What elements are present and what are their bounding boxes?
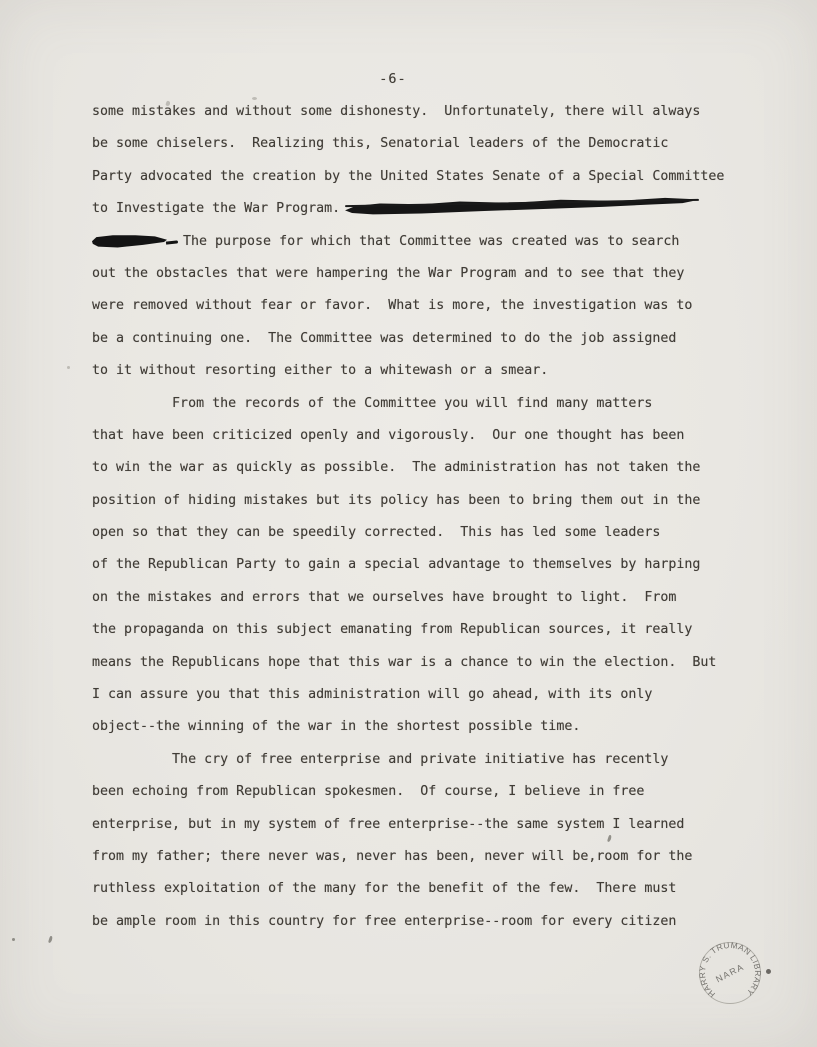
paper-speck xyxy=(766,969,771,974)
document-line xyxy=(92,420,787,452)
line-text: be a continuing one. The Committee was determined to do the job assigned xyxy=(92,330,677,346)
document-line xyxy=(92,517,787,549)
archive-stamp xyxy=(690,933,770,1013)
document-line xyxy=(92,96,787,128)
document-line xyxy=(92,873,787,905)
line-text: means the Republicans hope that this war is a chance to win the election. But xyxy=(92,654,717,670)
line-text: The cry of free enterprise and private initiative has recently xyxy=(92,751,669,767)
line-text: Party advocated the creation by the United States Senate of a Special Committee xyxy=(92,168,725,184)
line-text: from my father; there never was, never has been, never will be,room for the xyxy=(92,848,693,864)
text-block xyxy=(92,96,787,938)
document-line xyxy=(92,809,787,841)
document-line xyxy=(92,776,787,808)
line-text: enterprise, but in my system of free enterprise--the same system I learned xyxy=(92,816,685,832)
redaction-mark xyxy=(92,234,167,248)
line-text: some mistakes and without some dishonesty. Unfortunately, there will always xyxy=(92,104,701,119)
document-line xyxy=(92,128,787,160)
line-text: on the mistakes and errors that we ourselves have brought to light. From xyxy=(92,589,677,605)
line-text: that have been criticized openly and vigorously. Our one thought has been xyxy=(92,427,685,443)
document-line xyxy=(92,744,787,776)
document-line xyxy=(92,355,787,387)
document-line xyxy=(92,711,787,743)
line-text: The purpose for which that Committee was created was to search xyxy=(183,233,680,249)
line-text: From the records of the Committee you will find many matters xyxy=(92,395,653,411)
line-text: out the obstacles that were hampering the War Program and to see that they xyxy=(92,265,685,281)
document-line xyxy=(92,549,787,581)
line-text: of the Republican Party to gain a special advantage to themselves by harping xyxy=(92,557,701,573)
document-line xyxy=(92,614,787,646)
line-text: object--the winning of the war in the shortest possible time. xyxy=(92,719,581,735)
document-line xyxy=(92,323,787,355)
line-text: be ample room in this country for free enterprise--room for every citizen xyxy=(92,913,677,929)
document-line xyxy=(92,841,787,873)
document-line xyxy=(92,388,787,420)
paper-speck xyxy=(67,366,70,369)
stamp-center-text: NARA xyxy=(714,961,746,985)
paper-speck xyxy=(48,936,53,944)
stamp-arc-text: HARRY S. TRUMAN LIBRARY xyxy=(696,939,764,1000)
document-line xyxy=(92,226,787,258)
document-line xyxy=(92,906,787,938)
line-text: been echoing from Republican spokesmen. Of course, I believe in free xyxy=(92,784,645,800)
line-text: be some chiselers. Realizing this, Senatorial leaders of the Democratic xyxy=(92,136,669,152)
line-text: to it without resorting either to a whitewash or a smear. xyxy=(92,363,549,379)
line-text: were removed without fear or favor. What is more, the investigation was to xyxy=(92,298,693,314)
document-line xyxy=(92,679,787,711)
line-text: ruthless exploitation of the many for the benefit of the few. There must xyxy=(92,881,677,897)
line-text: open so that they can be speedily corrected. This has led some leaders xyxy=(92,525,661,541)
document-line xyxy=(92,485,787,517)
paper-speck xyxy=(12,938,15,941)
document-line xyxy=(92,647,787,679)
document-line xyxy=(92,582,787,614)
line-text: I can assure you that this administration will go ahead, with its only xyxy=(92,687,653,703)
redaction-mark xyxy=(345,198,693,215)
line-text: position of hiding mistakes but its policy has been to bring them out in the xyxy=(92,492,701,508)
document-line xyxy=(92,290,787,322)
document-line xyxy=(92,161,787,193)
page-number: -6- xyxy=(379,71,407,87)
document-line xyxy=(92,452,787,484)
document-line xyxy=(92,193,787,225)
line-text: to win the war as quickly as possible. The administration has not taken the xyxy=(92,460,701,476)
paper-speck xyxy=(252,97,257,100)
line-text: to Investigate the War Program. xyxy=(92,201,341,217)
document-line xyxy=(92,258,787,290)
line-text: the propaganda on this subject emanating from Republican sources, it really xyxy=(92,622,693,638)
